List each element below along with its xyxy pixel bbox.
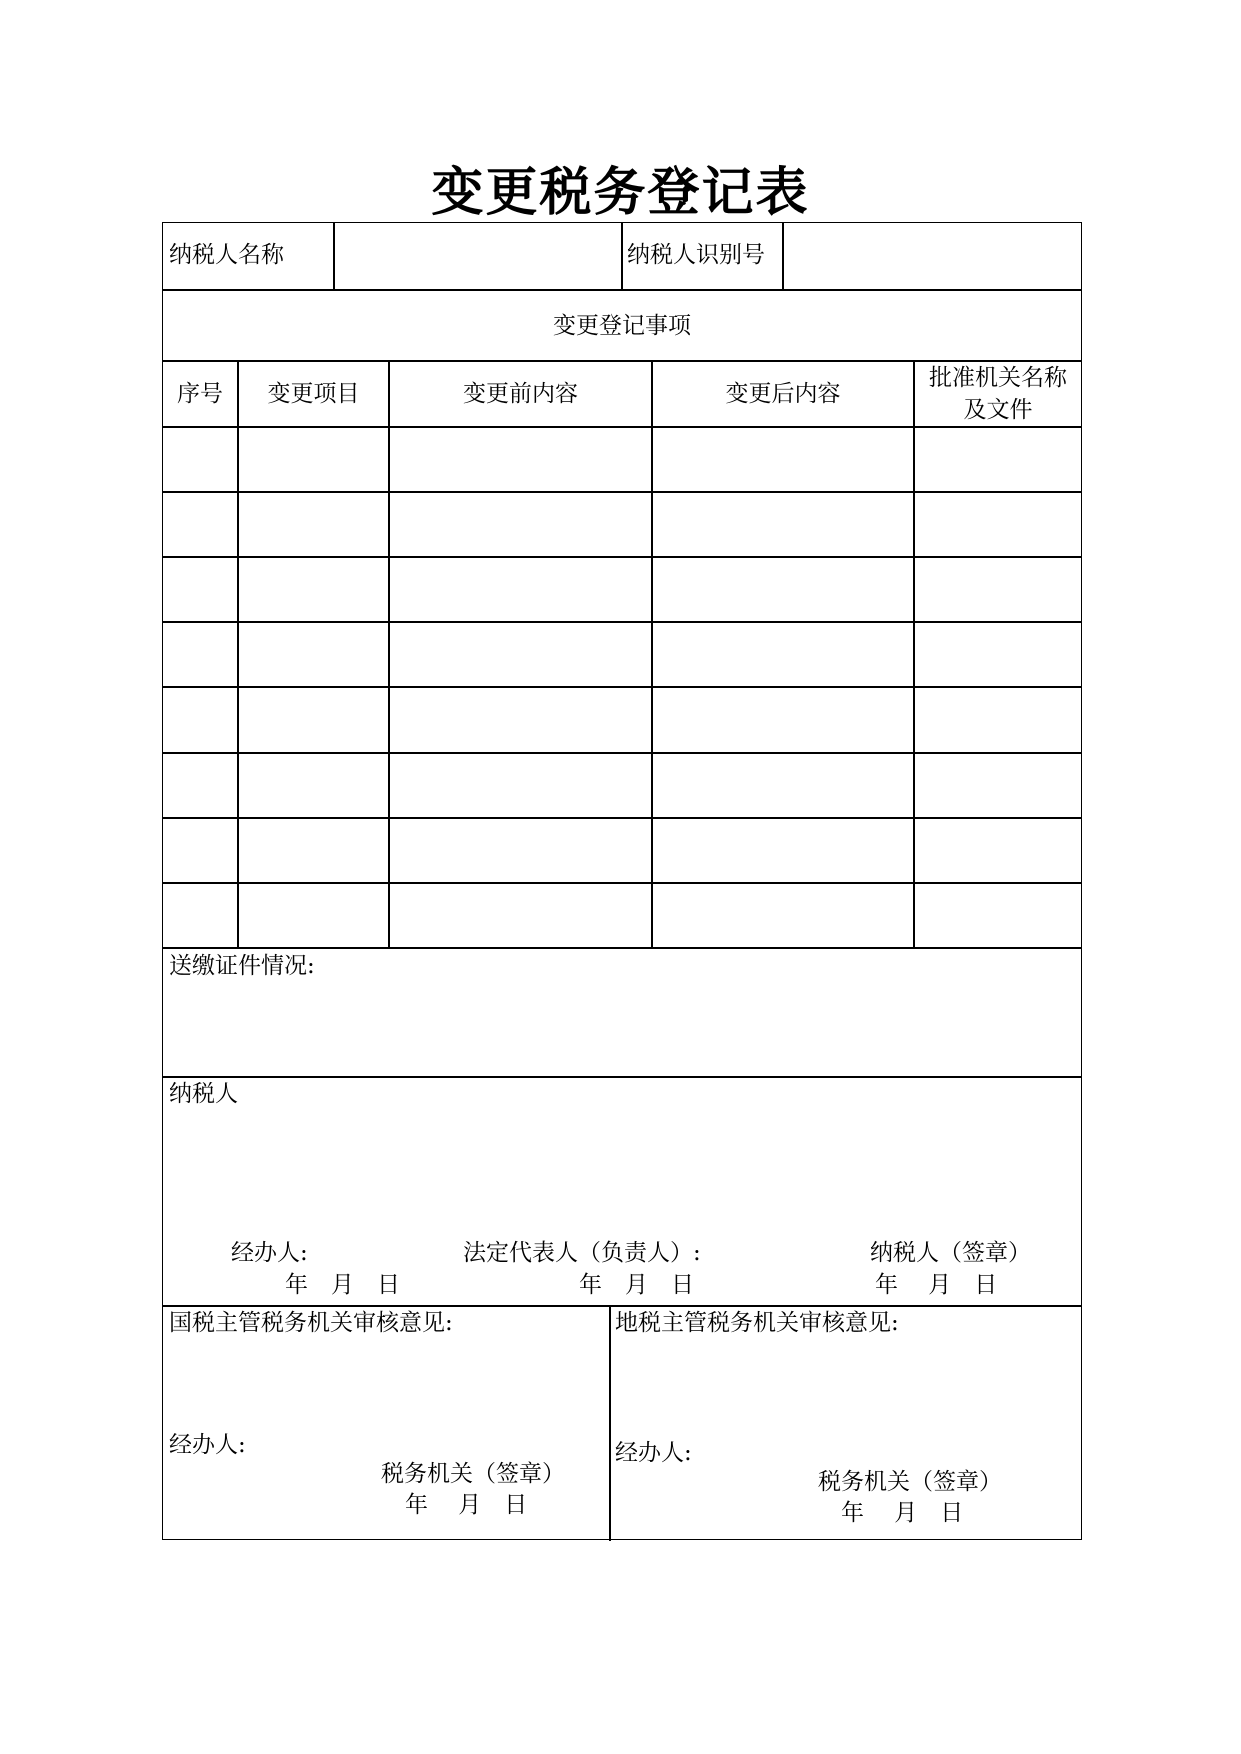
column-header-approval	[915, 362, 1081, 426]
local-tax-seal-label: 税务机关（签章）	[818, 1469, 1002, 1495]
cell-approval[interactable]	[915, 558, 1081, 621]
cell-item[interactable]	[239, 428, 388, 491]
cell-before[interactable]	[390, 558, 651, 621]
cell-after[interactable]	[653, 754, 913, 817]
cell-after[interactable]	[653, 428, 913, 491]
cell-after[interactable]	[653, 688, 913, 752]
cell-before[interactable]	[390, 428, 651, 491]
cell-seq[interactable]	[163, 688, 237, 752]
column-header-approval-line2: 及文件	[963, 397, 1033, 423]
documents-submitted-field[interactable]	[163, 949, 1081, 1076]
cell-approval[interactable]	[915, 884, 1081, 947]
section-title-change-items: 变更登记事项	[553, 312, 691, 339]
cell-after[interactable]	[653, 493, 913, 556]
cell-before[interactable]	[390, 623, 651, 686]
national-tax-date: 年 月 日	[405, 1492, 528, 1518]
cell-after[interactable]	[653, 623, 913, 686]
cell-after[interactable]	[653, 819, 913, 882]
local-tax-date: 年 月 日	[841, 1500, 964, 1526]
national-tax-review-label: 国税主管税务机关审核意见:	[169, 1310, 453, 1336]
divider	[621, 223, 623, 289]
divider	[163, 1305, 1081, 1307]
taxpayer-id-field[interactable]	[784, 223, 1080, 289]
cell-approval[interactable]	[915, 688, 1081, 752]
cell-item[interactable]	[239, 884, 388, 947]
taxpayer-name-field[interactable]	[335, 223, 620, 289]
taxpayer-seal-date: 年 月 日	[875, 1272, 998, 1298]
divider	[163, 1076, 1081, 1078]
local-tax-handler-label: 经办人:	[615, 1440, 692, 1466]
documents-submitted-label: 送缴证件情况:	[169, 953, 315, 979]
taxpayer-name-label: 纳税人名称	[169, 242, 284, 268]
cell-before[interactable]	[390, 493, 651, 556]
cell-approval[interactable]	[915, 493, 1081, 556]
cell-item[interactable]	[239, 558, 388, 621]
cell-seq[interactable]	[163, 819, 237, 882]
cell-approval[interactable]	[915, 428, 1081, 491]
column-header-seq: 序号	[177, 381, 223, 407]
column-header-after: 变更后内容	[725, 381, 841, 407]
national-tax-handler-label: 经办人:	[169, 1432, 246, 1458]
cell-item[interactable]	[239, 754, 388, 817]
cell-after[interactable]	[653, 558, 913, 621]
cell-before[interactable]	[390, 754, 651, 817]
cell-seq[interactable]	[163, 884, 237, 947]
column-header-before: 变更前内容	[463, 381, 578, 407]
taxpayer-id-label: 纳税人识别号	[627, 242, 765, 268]
form-title: 变更税务登记表	[431, 163, 810, 223]
handler-label: 经办人:	[231, 1240, 308, 1266]
cell-seq[interactable]	[163, 558, 237, 621]
legal-representative-date: 年 月 日	[579, 1272, 694, 1298]
taxpayer-section-label: 纳税人	[169, 1081, 238, 1107]
legal-representative-label: 法定代表人（负责人）:	[463, 1240, 701, 1266]
column-header-item: 变更项目	[267, 381, 360, 407]
taxpayer-seal-label: 纳税人（签章）	[870, 1240, 1031, 1266]
cell-approval[interactable]	[915, 623, 1081, 686]
cell-approval[interactable]	[915, 819, 1081, 882]
tax-change-registration-form	[162, 222, 1082, 1540]
cell-before[interactable]	[390, 884, 651, 947]
cell-after[interactable]	[653, 884, 913, 947]
handler-date: 年 月 日	[285, 1272, 400, 1298]
local-tax-review-label: 地税主管税务机关审核意见:	[615, 1310, 899, 1336]
cell-item[interactable]	[239, 623, 388, 686]
divider	[609, 1305, 611, 1541]
cell-seq[interactable]	[163, 623, 237, 686]
cell-item[interactable]	[239, 819, 388, 882]
cell-approval[interactable]	[915, 754, 1081, 817]
cell-before[interactable]	[390, 688, 651, 752]
cell-seq[interactable]	[163, 754, 237, 817]
cell-before[interactable]	[390, 819, 651, 882]
cell-item[interactable]	[239, 688, 388, 752]
cell-item[interactable]	[239, 493, 388, 556]
column-header-approval-line1: 批准机关名称	[929, 365, 1067, 391]
national-tax-seal-label: 税务机关（签章）	[381, 1461, 565, 1487]
cell-seq[interactable]	[163, 493, 237, 556]
cell-seq[interactable]	[163, 428, 237, 491]
